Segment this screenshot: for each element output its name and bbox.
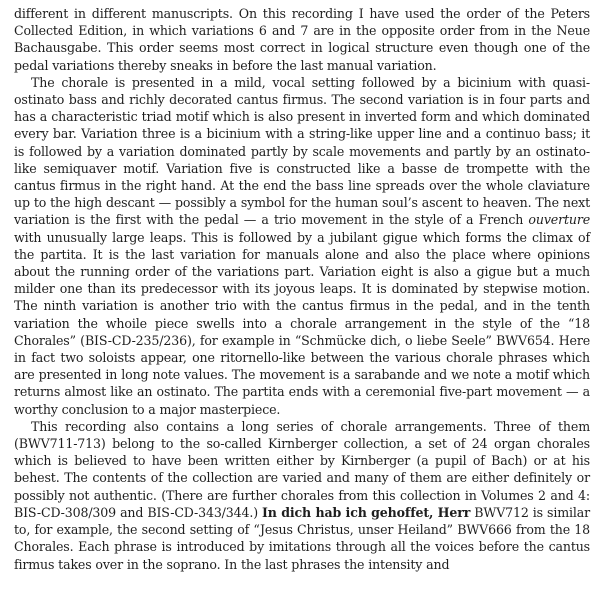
italic-term: ouverture — [528, 212, 590, 228]
paragraph-chorale-arrangements — [14, 418, 590, 573]
bold-work-title: In dich hab ich gehoffet, Herr — [262, 504, 471, 520]
paragraph-2-text-a: The chorale is presented in a mild, vocal setting followed by a bicinium with quasi-ostinato bass and richly decorated cantus firmus. The second variation is in four parts and has a characteristic triad motif which is also present in inverted form and which dominated every bar. Variation three is a bicinium with a string-like upper line and a continuo bass; it is followed by a variation dominated partly by scale movements and partly by an ostinato-like semiquaver motif. Variation five is constructed like a basse de trompette with the cantus firmus in the right hand. At the end the bass line spreads over the whole claviature up to the high descant — possibly a symbol for the human soul’s ascent to heaven. The next variation is the first with the pedal — a trio movement in the style of a French — [14, 74, 590, 228]
paragraph-3-text-a: This recording also contains a long series of chorale arrangements. Three of them (BWV711-713) belong to the so-called Kirnberger collection, a set of 24 organ chorales which is believed to have been written either by Kirnberger (a pupil of Bach) or at his behest. The contents of the collection are varied and many of them are either definitely or possibly not authentic. (There are further chorales from this collection in Volumes 2 and 4: BIS-CD-308/309 and BIS-CD-343/344.) — [14, 418, 590, 520]
paragraph-2-text-b: with unusually large leaps. This is followed by a jubilant gigue which forms the climax of the partita. It is the last variation for manuals alone and also the place where opinions about the running order of the variations part. Variation eight is also a gigue but a much milder one than its predecessor with its joyous leaps. It is dominated by stepwise motion. The ninth variation is another trio with the cantus firmus in the pedal, and in the tenth variation the whoile piece swells into a chorale arrangement in the style of the “18 Chorales” (BIS-CD-235/236), for example in “Schmücke dich, o liebe Seele” BWV654. Here in fact two soloists appear, one ritornello-like between the various chorale phrases which are presented in long note values. The movement is a sarabande and we note a motif which returns almost like an ostinato. The partita ends with a ceremonial five-part movement — a worthy conclusion to a major masterpiece. — [14, 229, 590, 417]
document-page — [14, 5, 590, 573]
paragraph-3-text-b: BWV712 is similar to, for example, the second setting of “Jesus Christus, unser Heiland” BWV666 from the 18 Chorales. Each phrase is introduced by imitations through all the voices before the cantus firmus takes over in the soprano. In the last phrases the intensity and — [14, 504, 590, 572]
paragraph-continuation — [14, 5, 590, 74]
paragraph-1-text: different in different manuscripts. On this recording I have used the order of the Peters Collected Edition, in which variations 6 and 7 are in the opposite order from in the Neue Bachausgabe. This order seems most correct in logical structure even though one of the pedal variations thereby sneaks in before the last manual variation. — [14, 6, 590, 73]
paragraph-chorale-variations — [14, 74, 590, 418]
